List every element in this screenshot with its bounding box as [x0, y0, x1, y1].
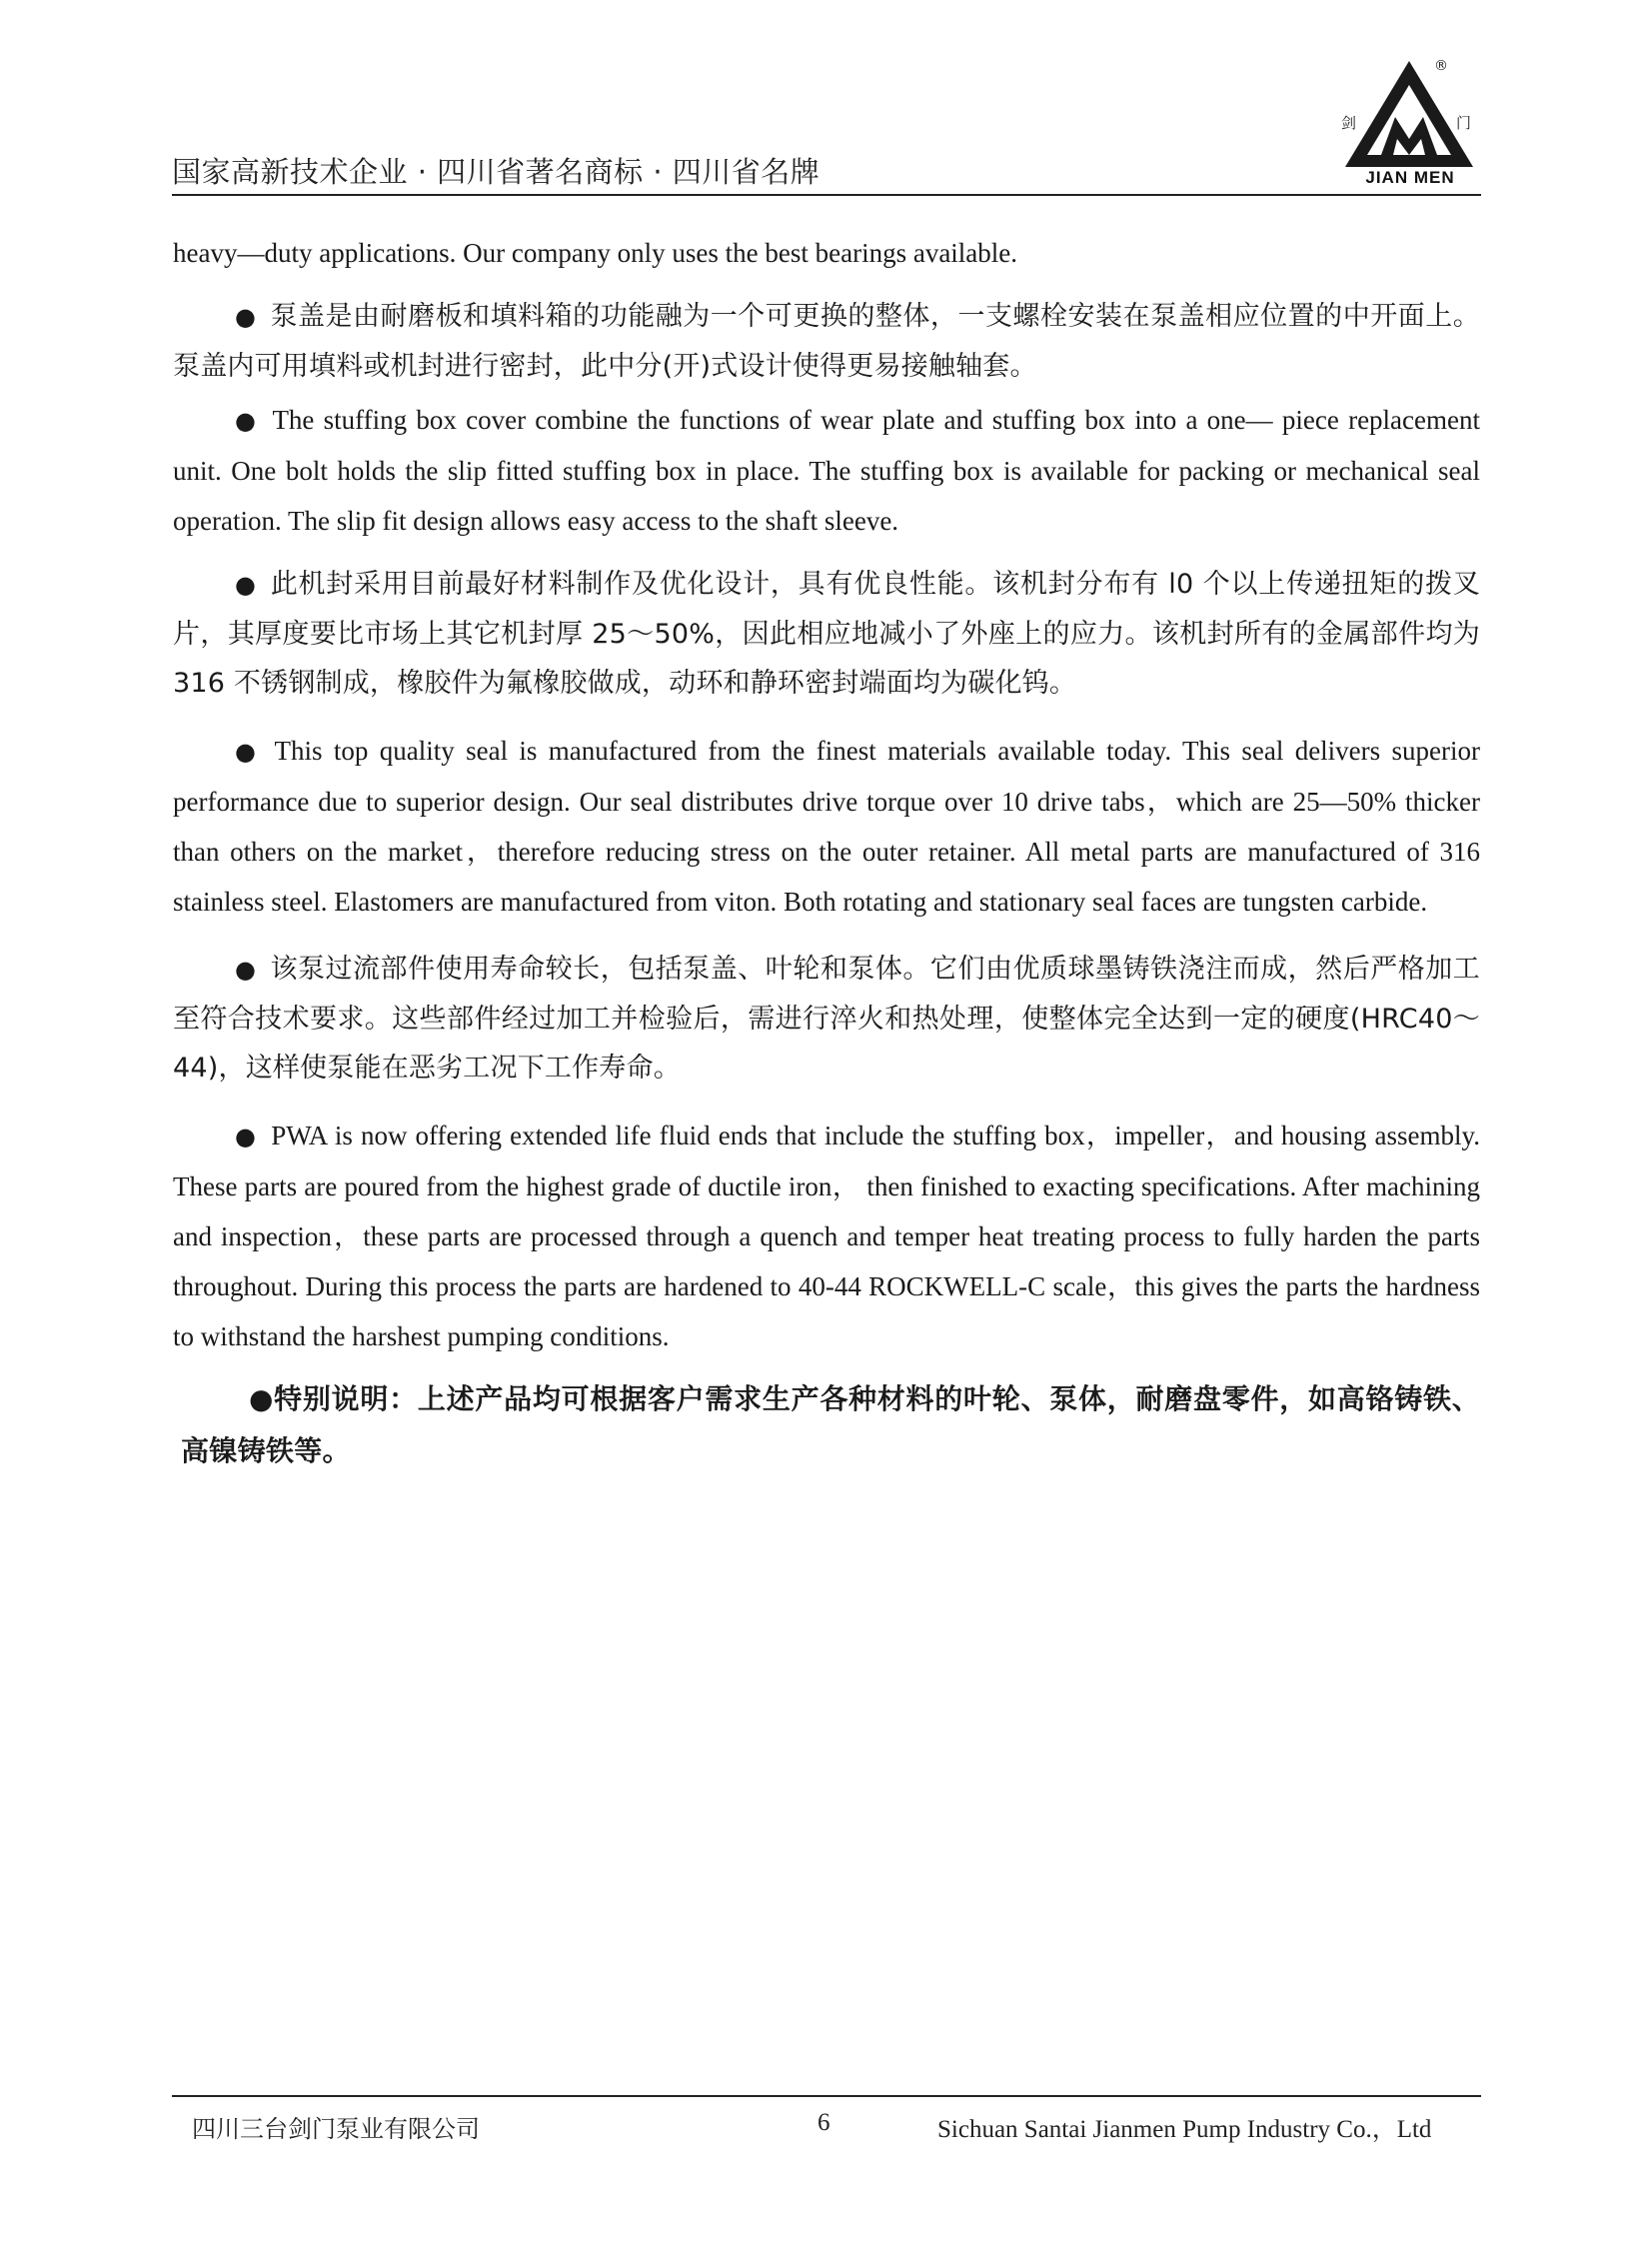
bullet: ●: [235, 738, 261, 766]
bullet: ●: [235, 407, 259, 435]
paragraph-fluid-ends-en: [173, 1111, 1480, 1361]
paragraph-fluid-ends-zh: [173, 945, 1480, 1093]
header-tagline: 国家高新技术企业 · 四川省著名商标 · 四川省名牌: [172, 155, 821, 189]
paragraph-cover-en: [173, 395, 1480, 546]
paragraph-text: This top quality seal is manufactured from the finest materials available today. This seal delivers superior performance due to superior design. Our seal distributes drive torque over 10 drive tabs，which are 25—50% thicker than others on the market，therefore reducing stress on the outer retainer. All metal parts are manufactured of 316 stainless steel. Elastomers are manufactured from viton. Both rotating and stationary seal faces are tungsten carbide.: [173, 736, 1480, 917]
bullet: ●: [235, 571, 257, 599]
paragraph-cover-zh: [173, 292, 1480, 391]
paragraph-text: PWA is now offering extended life fluid ends that include the stuffing box，impeller，and housing assembly. These parts are poured from the highest grade of ductile iron， then finished to exacting specifications. After machining and inspection，these parts are processed through a quench and temper heat treating process to fully harden the parts throughout. During this process the parts are hardened to 40-44 ROCKWELL-C scale，this gives the parts the hardness to withstand the harshest pumping conditions.: [173, 1121, 1480, 1351]
paragraph-text: 泵盖是由耐磨板和填料箱的功能融为一个可更换的整体，一支螺栓安装在泵盖相应位置的中开面上。泵盖内可用填料或机封进行密封，此中分(开)式设计使得更易接触轴套。: [173, 301, 1480, 382]
registered-mark: ®: [1434, 58, 1448, 74]
page-body: [173, 228, 1480, 1477]
header-divider: [172, 194, 1481, 196]
logo-wordmark: JIAN MEN: [1365, 168, 1455, 187]
logo-char-left: 剑: [1341, 114, 1357, 132]
page-number: 6: [818, 2109, 830, 2136]
footer-company-en: Sichuan Santai Jianmen Pump Industry Co.，Ltd: [937, 2116, 1432, 2143]
paragraph-seal-zh: [173, 560, 1480, 708]
paragraph-text: The stuffing box cover combine the functions of wear plate and stuffing box into a one— piece replacement unit. One bolt holds the slip fitted stuffing box in place. The stuffing box is available for packing or mechanical seal operation. The slip fit design allows easy access to the shaft sleeve.: [173, 405, 1480, 536]
bullet: ●: [235, 956, 257, 984]
logo-char-right: 门: [1456, 114, 1472, 132]
bullet: ●: [235, 1122, 258, 1150]
paragraph-bearings-en: heavy—duty applications. Our company only uses the best bearings available.: [173, 238, 1018, 268]
paragraph-text: 此机封采用目前最好材料制作及优化设计，具有优良性能。该机封分布有 l0 个以上传递扭矩的拨叉片，其厚度要比市场上其它机封厚 25～50%，因此相应地减小了外座上的应力。该机封所有的金属部件均为 316 不锈钢制成，橡胶件为氟橡胶做成，动环和静环密封端面均为碳化钨。: [173, 569, 1480, 699]
paragraph-seal-en: [173, 726, 1480, 927]
special-note: ●特别说明：上述产品均可根据客户需求生产各种材料的叶轮、泵体，耐磨盘零件，如高铬铸铁、高镍铸铁等。: [181, 1382, 1480, 1467]
bullet: ●: [235, 303, 257, 331]
footer-company-cn: 四川三台剑门泵业有限公司: [192, 2115, 480, 2143]
footer-divider: [172, 2095, 1481, 2097]
paragraph-text: 该泵过流部件使用寿命较长，包括泵盖、叶轮和泵体。它们由优质球墨铸铁浇注而成，然后严格加工至符合技术要求。这些部件经过加工并检验后，需进行淬火和热处理，使整体完全达到一定的硬度(HRC40～44)，这样使泵能在恶劣工况下工作寿命。: [173, 954, 1480, 1084]
